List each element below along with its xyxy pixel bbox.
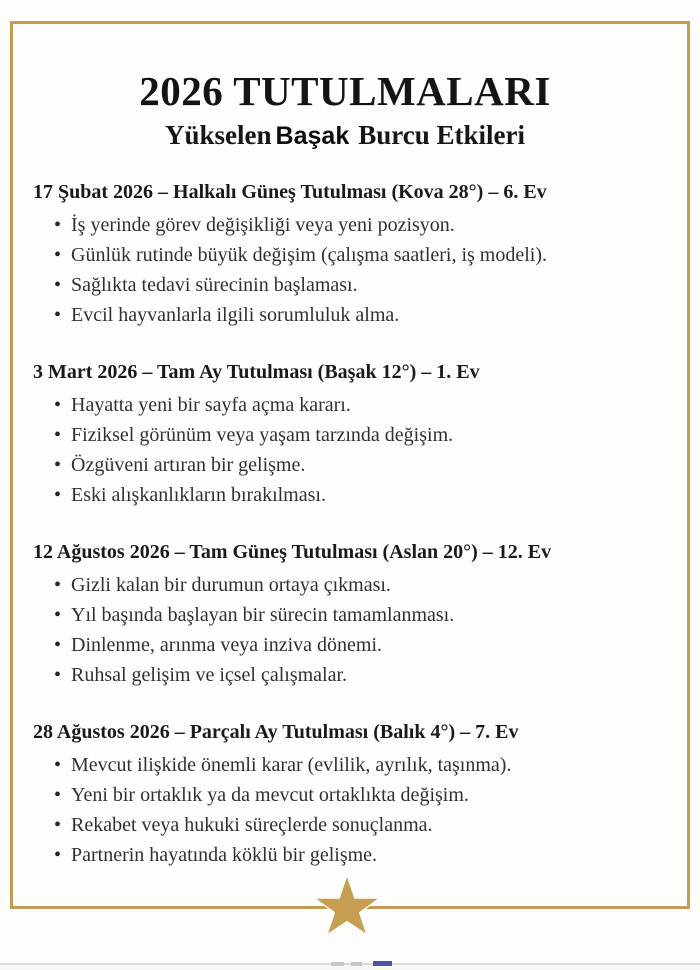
bullet-item: • Fiziksel görünüm veya yaşam tarzında değişim. xyxy=(33,420,657,450)
bullet-item: • Sağlıkta tedavi sürecinin başlaması. xyxy=(33,270,657,300)
bullet-list xyxy=(33,570,657,690)
bullet-item: • Hayatta yeni bir sayfa açma kararı. xyxy=(33,390,657,420)
section-heading: 28 Ağustos 2026 – Parçalı Ay Tutulması (Balık 4°) – 7. Ev xyxy=(33,721,519,743)
bottom-edge-dash xyxy=(331,962,344,966)
bullet-list xyxy=(33,390,657,510)
bullet-item: • Evcil hayvanlarla ilgili sorumluluk alma. xyxy=(33,300,657,330)
bullet-item: • Dinlenme, arınma veya inziva dönemi. xyxy=(33,630,657,660)
bottom-edge-dash xyxy=(351,962,362,966)
eclipse-section xyxy=(33,538,657,690)
section-heading: 17 Şubat 2026 – Halkalı Güneş Tutulması (Kova 28°) – 6. Ev xyxy=(33,181,547,203)
section-heading: 12 Ağustos 2026 – Tam Güneş Tutulması (Aslan 20°) – 12. Ev xyxy=(33,541,552,563)
bullet-item: • İş yerinde görev değişikliği veya yeni pozisyon. xyxy=(33,210,657,240)
bullet-item: • Ruhsal gelişim ve içsel çalışmalar. xyxy=(33,660,657,690)
bullet-item: • Eski alışkanlıkların bırakılması. xyxy=(33,480,657,510)
bottom-edge-line xyxy=(0,963,700,965)
bullet-list xyxy=(33,210,657,330)
bullet-item: • Gizli kalan bir durumun ortaya çıkması. xyxy=(33,570,657,600)
bullet-item: • Günlük rutinde büyük değişim (çalışma saatleri, iş modeli). xyxy=(33,240,657,270)
bullet-list xyxy=(33,750,657,870)
subtitle-prefix: Yükselen xyxy=(165,120,272,150)
page-content xyxy=(13,24,687,898)
eclipse-section xyxy=(33,718,657,870)
eclipse-section xyxy=(33,178,657,330)
bullet-item: • Özgüveni artıran bir gelişme. xyxy=(33,450,657,480)
sections-list xyxy=(33,178,657,870)
section-heading: 3 Mart 2026 – Tam Ay Tutulması (Başak 12°) – 1. Ev xyxy=(33,361,480,383)
bullet-item: • Yıl başında başlayan bir sürecin tamamlanması. xyxy=(33,600,657,630)
bullet-item: • Rekabet veya hukuki süreçlerde sonuçlanma. xyxy=(33,810,657,840)
subtitle-highlight: Başak xyxy=(275,122,350,150)
bottom-strip xyxy=(0,965,700,970)
bullet-item: • Partnerin hayatında köklü bir gelişme. xyxy=(33,840,657,870)
bottom-edge-blue-tick xyxy=(373,961,392,966)
page-subtitle xyxy=(33,119,657,152)
bullet-item: • Yeni bir ortaklık ya da mevcut ortaklıkta değişim. xyxy=(33,780,657,810)
eclipse-section xyxy=(33,358,657,510)
bullet-item: • Mevcut ilişkide önemli karar (evlilik, ayrılık, taşınma). xyxy=(33,750,657,780)
page-title: 2026 TUTULMALARI xyxy=(139,68,551,114)
subtitle-suffix: Burcu Etkileri xyxy=(358,120,525,150)
